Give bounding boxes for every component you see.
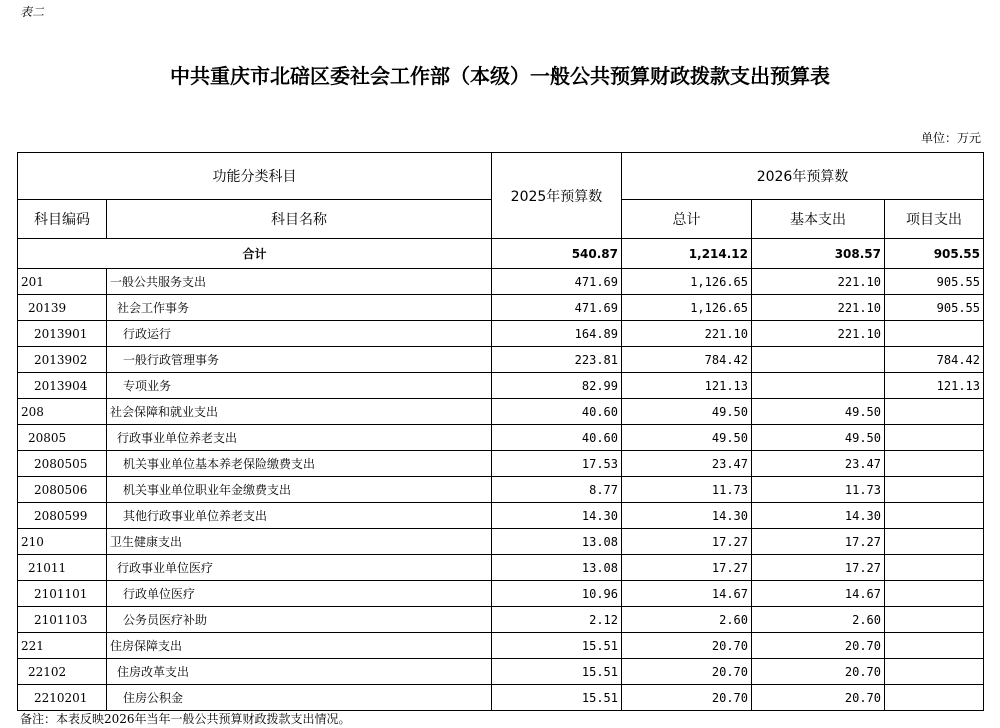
total-project: 905.55 [885,239,984,269]
row-code: 208 [18,399,107,425]
row-code: 2013902 [18,347,107,373]
table-row [18,659,984,685]
table-row [18,503,984,529]
row-code: 21011 [18,555,107,581]
row-code: 2101101 [18,581,107,607]
row-b2025: 2.12 [492,607,622,633]
row-code: 221 [18,633,107,659]
table-row [18,269,984,295]
header-row-1 [18,153,984,200]
table-row [18,399,984,425]
table-row [18,685,984,711]
total-row [18,239,984,269]
row-basic: 17.27 [752,555,885,581]
row-basic: 221.10 [752,295,885,321]
table-row [18,425,984,451]
row-project [885,425,984,451]
row-total: 20.70 [622,633,752,659]
row-total: 1,126.65 [622,269,752,295]
row-b2025: 13.08 [492,555,622,581]
row-b2025: 15.51 [492,685,622,711]
table-number-tag: 表二 [20,5,45,19]
row-code: 2080506 [18,477,107,503]
row-total: 17.27 [622,529,752,555]
row-b2025: 40.60 [492,425,622,451]
row-code: 2101103 [18,607,107,633]
unit-label: 单位：万元 [920,131,981,145]
row-project [885,477,984,503]
table-row [18,477,984,503]
row-name: 住房保障支出 [107,633,492,659]
row-b2025: 471.69 [492,269,622,295]
budget-table [17,152,984,711]
header-func-class: 功能分类科目 [18,153,492,200]
row-code: 2080505 [18,451,107,477]
row-b2025: 14.30 [492,503,622,529]
table-row [18,607,984,633]
total-label: 合计 [18,239,492,269]
row-code: 2080599 [18,503,107,529]
row-basic: 20.70 [752,685,885,711]
row-project: 784.42 [885,347,984,373]
header-budget-2025: 2025年预算数 [492,153,622,239]
table-row [18,295,984,321]
row-code: 2013904 [18,373,107,399]
table-row [18,633,984,659]
row-basic: 17.27 [752,529,885,555]
table-row [18,529,984,555]
row-basic: 14.67 [752,581,885,607]
row-project: 905.55 [885,269,984,295]
row-name: 专项业务 [107,373,492,399]
row-name: 住房改革支出 [107,659,492,685]
row-total: 49.50 [622,399,752,425]
row-basic: 221.10 [752,321,885,347]
row-basic: 14.30 [752,503,885,529]
row-project [885,529,984,555]
row-name: 卫生健康支出 [107,529,492,555]
row-name: 一般公共服务支出 [107,269,492,295]
row-b2025: 10.96 [492,581,622,607]
row-basic: 49.50 [752,425,885,451]
row-code: 201 [18,269,107,295]
row-code: 2013901 [18,321,107,347]
row-basic: 49.50 [752,399,885,425]
table-row [18,373,984,399]
header-basic: 基本支出 [752,200,885,239]
row-total: 20.70 [622,685,752,711]
row-project: 905.55 [885,295,984,321]
row-total: 1,126.65 [622,295,752,321]
row-name: 行政运行 [107,321,492,347]
row-code: 22102 [18,659,107,685]
row-project [885,503,984,529]
row-basic: 2.60 [752,607,885,633]
row-b2025: 13.08 [492,529,622,555]
footnote: 备注：本表反映2026年当年一般公共预算财政拨款支出情况。 [20,712,351,726]
table-row [18,581,984,607]
row-project [885,321,984,347]
row-b2025: 40.60 [492,399,622,425]
row-name: 住房公积金 [107,685,492,711]
row-basic: 23.47 [752,451,885,477]
row-b2025: 17.53 [492,451,622,477]
page-title: 中共重庆市北碚区委社会工作部（本级）一般公共预算财政拨款支出预算表 [170,64,830,88]
row-total: 20.70 [622,659,752,685]
row-basic: 11.73 [752,477,885,503]
table-row [18,321,984,347]
row-name: 其他行政事业单位养老支出 [107,503,492,529]
row-name: 行政单位医疗 [107,581,492,607]
row-project [885,685,984,711]
row-basic: 20.70 [752,633,885,659]
header-project: 项目支出 [885,200,984,239]
row-project [885,607,984,633]
row-name: 行政事业单位养老支出 [107,425,492,451]
row-code: 2210201 [18,685,107,711]
row-code: 20139 [18,295,107,321]
table-row [18,555,984,581]
row-b2025: 223.81 [492,347,622,373]
row-b2025: 82.99 [492,373,622,399]
row-total: 14.30 [622,503,752,529]
row-total: 2.60 [622,607,752,633]
row-b2025: 15.51 [492,633,622,659]
row-b2025: 471.69 [492,295,622,321]
row-basic: 20.70 [752,659,885,685]
header-total: 总计 [622,200,752,239]
row-project [885,399,984,425]
row-project [885,555,984,581]
table-row [18,347,984,373]
row-project: 121.13 [885,373,984,399]
row-name: 机关事业单位基本养老保险缴费支出 [107,451,492,477]
row-total: 49.50 [622,425,752,451]
row-name: 机关事业单位职业年金缴费支出 [107,477,492,503]
row-project [885,581,984,607]
row-basic: 221.10 [752,269,885,295]
header-budget-2026: 2026年预算数 [622,153,984,200]
row-basic [752,347,885,373]
row-total: 784.42 [622,347,752,373]
row-total: 121.13 [622,373,752,399]
row-name: 行政事业单位医疗 [107,555,492,581]
row-code: 20805 [18,425,107,451]
row-total: 23.47 [622,451,752,477]
row-b2025: 8.77 [492,477,622,503]
header-name: 科目名称 [107,200,492,239]
total-total: 1,214.12 [622,239,752,269]
row-project [885,659,984,685]
row-name: 社会保障和就业支出 [107,399,492,425]
row-total: 11.73 [622,477,752,503]
row-name: 社会工作事务 [107,295,492,321]
row-name: 一般行政管理事务 [107,347,492,373]
header-code: 科目编码 [18,200,107,239]
table-row [18,451,984,477]
row-total: 17.27 [622,555,752,581]
row-name: 公务员医疗补助 [107,607,492,633]
row-project [885,451,984,477]
row-project [885,633,984,659]
row-basic [752,373,885,399]
row-code: 210 [18,529,107,555]
row-total: 221.10 [622,321,752,347]
total-b2025: 540.87 [492,239,622,269]
total-basic: 308.57 [752,239,885,269]
row-total: 14.67 [622,581,752,607]
row-b2025: 164.89 [492,321,622,347]
row-b2025: 15.51 [492,659,622,685]
